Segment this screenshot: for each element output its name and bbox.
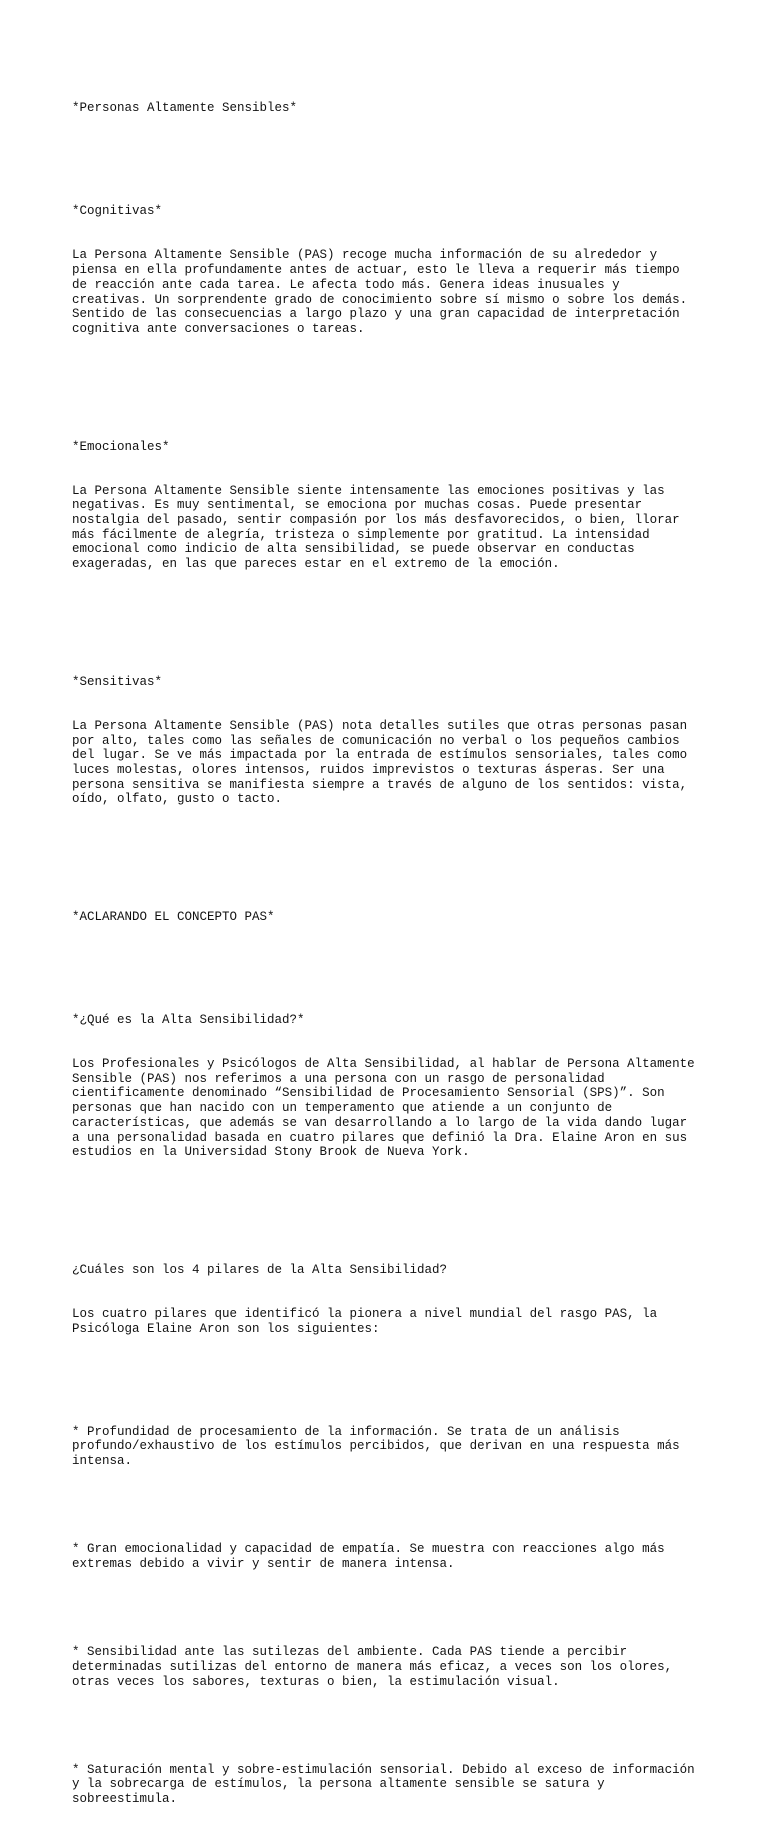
que-es-heading: *¿Qué es la Alta Sensibilidad?* xyxy=(72,1012,305,1027)
pilar-item: * Gran emocionalidad y capacidad de empatía. Se muestra con reacciones algo más extremas debido a vivir y sentir de manera intensa. xyxy=(72,1542,665,1571)
cognitivas-text: La Persona Altamente Sensible (PAS) recoge mucha información de su alrededor y piensa en ella profundamente antes de actuar, esto le lleva a requerir más tiempo de reacción ante cada tarea. Le afecta todo más. Genera ideas inusuales y creativas. Un sorprendente grado de conocimiento sobre sí mismo o sobre los demás. Sentido de las consecuencias a largo plazo y una gran capacidad de interpretación cognitiva ante conversaciones o tareas. xyxy=(72,248,688,336)
sensitivas-heading: *Sensitivas* xyxy=(72,674,163,689)
document-page xyxy=(72,72,712,1822)
pilares-question: ¿Cuáles son los 4 pilares de la Alta Sensibilidad? xyxy=(72,1262,448,1277)
pilar-item: * Profundidad de procesamiento de la información. Se trata de un análisis profundo/exhaustivo de los estímulos percibidos, que derivan en una respuesta más intensa. xyxy=(72,1424,680,1468)
emocionales-text: La Persona Altamente Sensible siente intensamente las emociones positivas y las negativas. Es muy sentimental, se emociona por muchas cosas. Puede presentar nostalgia del pasado, sentir compasión por los más desfavorecidos, o bien, llorar más fácilmente de alegría, tristeza o simplemente por gratitud. La intensidad emocional como indicio de alta sensibilidad, se puede observar en conductas exageradas, en las que pareces estar en el extremo de la emoción. xyxy=(72,483,680,572)
emocionales-heading: *Emocionales* xyxy=(72,439,170,454)
que-es-text: Los Profesionales y Psicólogos de Alta Sensibilidad, al hablar de Persona Altamente Sensible (PAS) nos referimos a una persona con un rasgo de personalidad cientificamente denominado “Sensibilidad de Procesamiento Sensorial (SPS)”. Son personas que han nacido con un temperamento que atiende a un conjunto de características, que además se van desarrollando a lo largo de la vida dando lugar a una personalidad basada en cuatro pilares que definió la Dra. Elaine Aron en sus estudios en la Universidad Stony Brook de Nueva York. xyxy=(72,1057,695,1160)
pilar-item: * Saturación mental y sobre-estimulación sensorial. Debido al exceso de información y la sobrecarga de estímulos, la persona altamente sensible se satura y sobreestimula. xyxy=(72,1762,695,1807)
pilar-item: * Sensibilidad ante las sutilezas del ambiente. Cada PAS tiende a percibir determinadas sutilizas del entorno de manera más eficaz, a veces son los olores, otras veces los sabores, texturas o bien, la estimulación visual. xyxy=(72,1645,673,1689)
pilares-intro: Los cuatro pilares que identificó la pionera a nivel mundial del rasgo PAS, la Psicóloga Elaine Aron son los siguientes: xyxy=(72,1306,658,1336)
aclarando-heading: *ACLARANDO EL CONCEPTO PAS* xyxy=(72,910,275,925)
cognitivas-heading: *Cognitivas* xyxy=(72,204,163,219)
document-title: *Personas Altamente Sensibles* xyxy=(72,101,298,116)
sensitivas-text: La Persona Altamente Sensible (PAS) nota detalles sutiles que otras personas pasan por alto, tales como las señales de comunicación no verbal o los pequeños cambios del lugar. Se ve más impactada por la entrada de estímulos sensoriales, tales como luces molestas, olores intensos, ruidos imprevistos o texturas ásperas. Ser una persona sensitiva se manifiesta siempre a través de alguno de los sentidos: vista, oído, olfato, gusto o tacto. xyxy=(72,718,688,807)
